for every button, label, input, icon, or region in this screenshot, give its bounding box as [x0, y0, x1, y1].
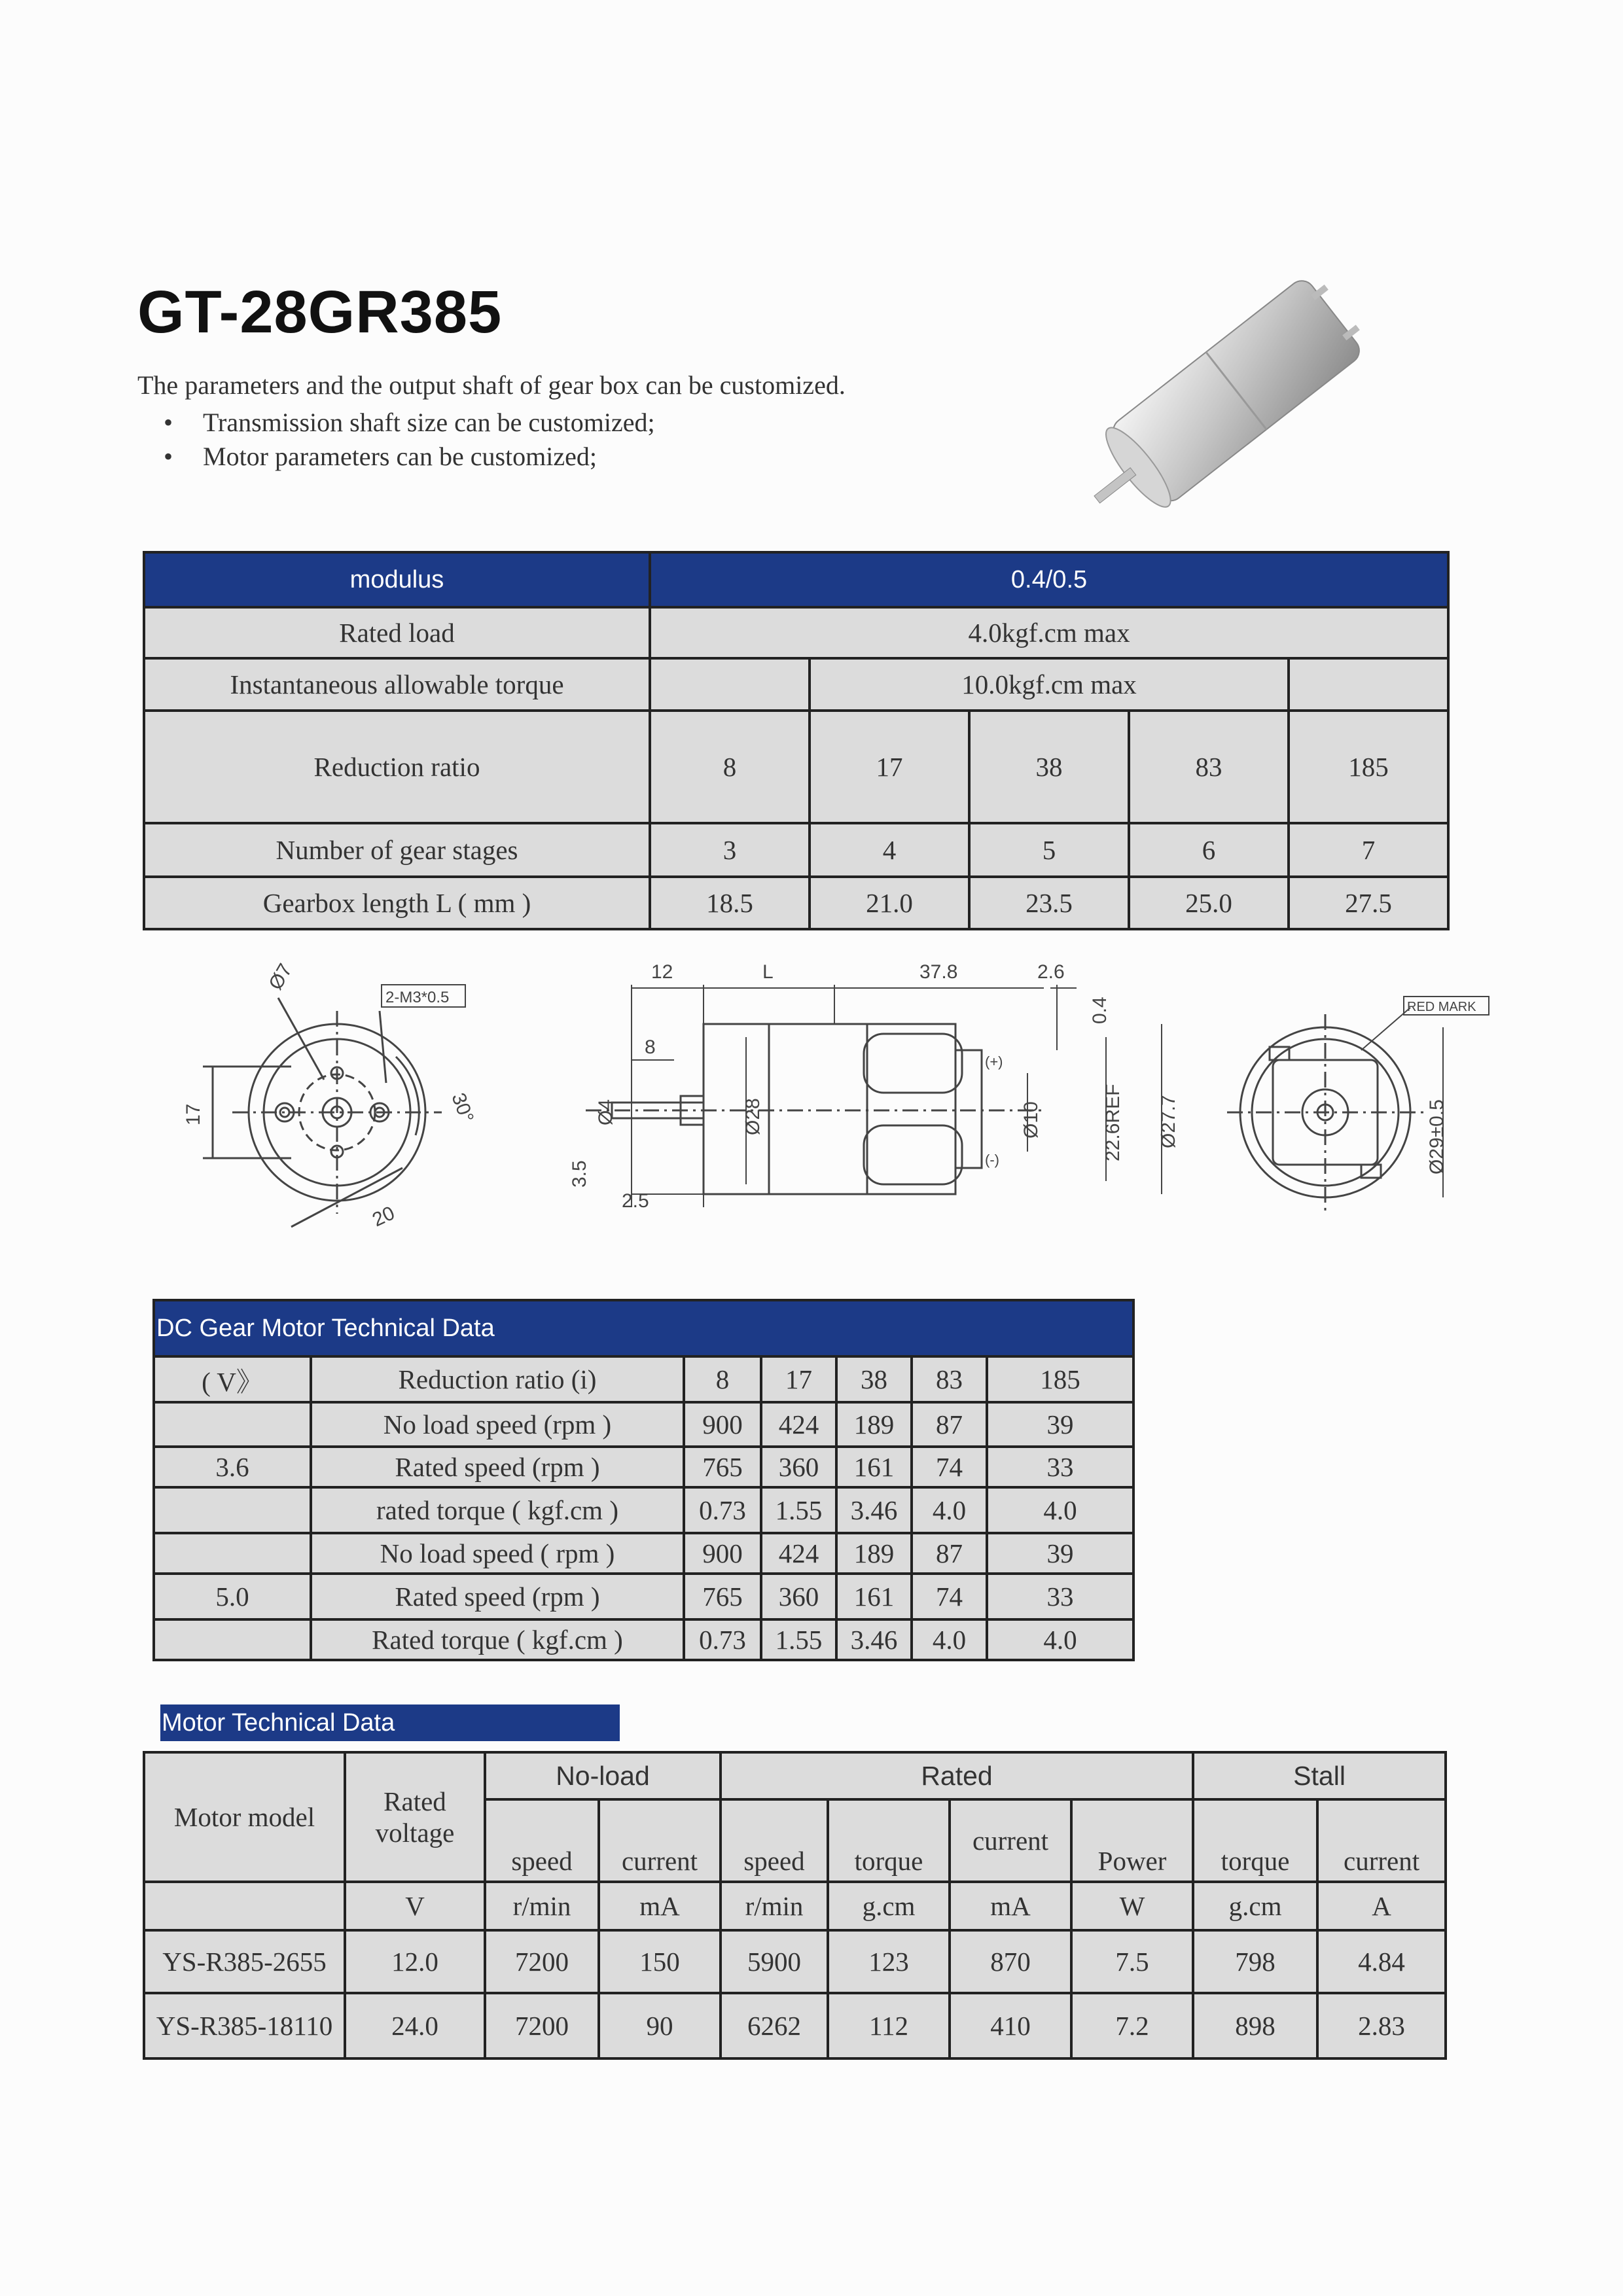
table-cell: 74	[912, 1574, 987, 1619]
svg-text:Ø10: Ø10	[1020, 1101, 1042, 1139]
feature-list	[164, 406, 655, 474]
table-header-cell: torque	[828, 1799, 950, 1882]
table-cell: 12.0	[345, 1930, 485, 1993]
table-header-cell: ( V》	[154, 1356, 311, 1402]
motor-model-cell: YS-R385-18110	[144, 1993, 345, 2058]
table-cell: 123	[828, 1930, 950, 1993]
table-cell: 7200	[485, 1930, 599, 1993]
table-cell: 7200	[485, 1993, 599, 2058]
table-cell: 10.0kgf.cm max	[810, 658, 1289, 711]
table-cell: 74	[912, 1447, 987, 1487]
motor-table-title: Motor Technical Data	[160, 1704, 620, 1741]
svg-text:37.8: 37.8	[919, 961, 958, 983]
table-row	[144, 1930, 1446, 1993]
table-header-cell: 8	[684, 1356, 761, 1402]
table-cell: 83	[1129, 711, 1289, 823]
svg-text:17: 17	[183, 1103, 204, 1125]
svg-text:2-M3*0.5: 2-M3*0.5	[385, 989, 450, 1006]
motor-technical-table	[143, 1751, 1447, 2060]
svg-text:3.5: 3.5	[569, 1160, 590, 1188]
table-cell: 38	[969, 711, 1129, 823]
unit-cell: r/min	[485, 1882, 599, 1930]
table-cell	[650, 658, 810, 711]
unit-cell: A	[1317, 1882, 1446, 1930]
row-label: Instantaneous allowable torque	[144, 658, 650, 711]
voltage-cell: 5.0	[154, 1574, 311, 1619]
table-cell: 7.5	[1071, 1930, 1193, 1993]
table-cell: 3.46	[836, 1487, 912, 1533]
table-cell: 8	[650, 711, 810, 823]
svg-text:30°: 30°	[447, 1090, 478, 1126]
unit-cell: g.cm	[1193, 1882, 1317, 1930]
side-view	[586, 985, 1162, 1207]
table-cell: 150	[599, 1930, 721, 1993]
voltage-cell: 3.6	[154, 1447, 311, 1487]
svg-text:L: L	[762, 961, 774, 983]
table-row	[144, 877, 1448, 929]
table-cell: 6	[1129, 823, 1289, 877]
list-item: • Transmission shaft size can be customized;	[164, 408, 655, 437]
list-item: • Motor parameters can be customized;	[164, 442, 597, 471]
unit-cell: V	[345, 1882, 485, 1930]
no-load-header: No-load	[485, 1752, 721, 1799]
table-cell: 4.84	[1317, 1930, 1446, 1993]
table-header-cell: 185	[987, 1356, 1133, 1402]
table-header-cell: Reduction ratio (i)	[311, 1356, 684, 1402]
table-row	[144, 1993, 1446, 2058]
table-cell: 1.55	[761, 1619, 836, 1660]
table-header-cell: Power	[1071, 1799, 1193, 1882]
svg-text:Ø27.7: Ø27.7	[1158, 1095, 1179, 1148]
table-cell: 4.0	[912, 1487, 987, 1533]
table-row	[154, 1574, 1133, 1619]
table-row	[154, 1619, 1133, 1660]
stall-header: Stall	[1193, 1752, 1446, 1799]
table-title: DC Gear Motor Technical Data	[154, 1300, 1133, 1356]
table-cell: 87	[912, 1533, 987, 1574]
table-row	[144, 711, 1448, 823]
svg-text:Ø29±0.5: Ø29±0.5	[1426, 1099, 1448, 1174]
svg-text:Ø7: Ø7	[264, 960, 297, 994]
table-cell: 161	[836, 1447, 912, 1487]
table-cell: 4.0kgf.cm max	[650, 607, 1448, 658]
row-label: Gearbox length L ( mm )	[144, 877, 650, 929]
table-cell: 4	[810, 823, 969, 877]
voltage-cell	[154, 1487, 311, 1533]
svg-text:Ø28: Ø28	[742, 1098, 764, 1135]
side-view-labels	[569, 961, 1179, 1212]
table-cell: 1.55	[761, 1487, 836, 1533]
rear-view-labels	[1407, 1000, 1476, 1174]
table-cell: 87	[912, 1402, 987, 1447]
voltage-cell	[154, 1533, 311, 1574]
table-cell: 765	[684, 1447, 761, 1487]
table-cell: 870	[950, 1930, 1071, 1993]
unit-cell: W	[1071, 1882, 1193, 1930]
table-header-modulus: modulus	[144, 552, 650, 607]
row-label: rated torque ( kgf.cm )	[311, 1487, 684, 1533]
row-label: Number of gear stages	[144, 823, 650, 877]
table-cell: 21.0	[810, 877, 969, 929]
table-cell: 0.73	[684, 1619, 761, 1660]
table-cell: 27.5	[1289, 877, 1448, 929]
table-cell: 3.46	[836, 1619, 912, 1660]
table-header-cell: current	[1317, 1799, 1446, 1882]
unit-cell: r/min	[721, 1882, 828, 1930]
table-cell: 798	[1193, 1930, 1317, 1993]
voltage-cell	[154, 1402, 311, 1447]
table-cell: 4.0	[987, 1487, 1133, 1533]
row-label: Rated speed (rpm )	[311, 1447, 684, 1487]
svg-text:8: 8	[645, 1036, 656, 1058]
table-header-cell: speed	[485, 1799, 599, 1882]
table-cell: 33	[987, 1447, 1133, 1487]
svg-text:12: 12	[651, 961, 673, 983]
table-cell: 17	[810, 711, 969, 823]
table-header-cell: 17	[761, 1356, 836, 1402]
intro-text: The parameters and the output shaft of gear box can be customized.	[137, 370, 846, 400]
table-cell: 4.0	[987, 1619, 1133, 1660]
page-title: GT-28GR385	[137, 279, 503, 345]
row-label: Reduction ratio	[144, 711, 650, 823]
table-cell	[1289, 658, 1448, 711]
table-cell: 360	[761, 1447, 836, 1487]
gearbox-spec-table	[143, 551, 1450, 930]
svg-text:22.6REF: 22.6REF	[1102, 1084, 1124, 1161]
table-row	[154, 1447, 1133, 1487]
table-row	[154, 1402, 1133, 1447]
row-label: Rated speed (rpm )	[311, 1574, 684, 1619]
table-cell: 3	[650, 823, 810, 877]
row-label: Rated load	[144, 607, 650, 658]
row-label: No load speed ( rpm )	[311, 1533, 684, 1574]
table-header-cell: 83	[912, 1356, 987, 1402]
table-cell: 5900	[721, 1930, 828, 1993]
front-view-labels	[183, 960, 478, 1231]
unit-cell: g.cm	[828, 1882, 950, 1930]
unit-cell: mA	[599, 1882, 721, 1930]
rated-header: Rated	[721, 1752, 1193, 1799]
table-cell: 185	[1289, 711, 1448, 823]
table-cell: 18.5	[650, 877, 810, 929]
motor-model-cell: YS-R385-2655	[144, 1930, 345, 1993]
table-header-cell: speed	[721, 1799, 828, 1882]
table-cell: 161	[836, 1574, 912, 1619]
table-cell: 39	[987, 1533, 1133, 1574]
table-cell: 0.73	[684, 1487, 761, 1533]
table-cell: 90	[599, 1993, 721, 2058]
table-cell: 2.83	[1317, 1993, 1446, 2058]
table-cell: 360	[761, 1574, 836, 1619]
svg-text:RED MARK: RED MARK	[1407, 1000, 1476, 1014]
svg-text:2.5: 2.5	[622, 1190, 649, 1212]
table-cell: 112	[828, 1993, 950, 2058]
front-view	[203, 985, 465, 1227]
table-row	[154, 1533, 1133, 1574]
dimension-drawing	[128, 939, 1515, 1266]
svg-text:2.6: 2.6	[1037, 961, 1065, 983]
row-label: Rated torque ( kgf.cm )	[311, 1619, 684, 1660]
svg-text:20: 20	[369, 1202, 399, 1231]
table-header-cell: current	[950, 1799, 1071, 1882]
table-cell: 7.2	[1071, 1993, 1193, 2058]
table-cell: 25.0	[1129, 877, 1289, 929]
table-header-cell: torque	[1193, 1799, 1317, 1882]
table-cell: 189	[836, 1402, 912, 1447]
dc-gear-motor-table	[152, 1299, 1135, 1661]
svg-text:Ø4: Ø4	[595, 1099, 616, 1125]
unit-cell: mA	[950, 1882, 1071, 1930]
table-cell: 39	[987, 1402, 1133, 1447]
table-header-cell: 38	[836, 1356, 912, 1402]
svg-text:0.4: 0.4	[1089, 997, 1111, 1024]
motor-model-header: Motor model	[144, 1752, 345, 1882]
table-cell: 7	[1289, 823, 1448, 877]
table-cell: 900	[684, 1402, 761, 1447]
table-cell: 33	[987, 1574, 1133, 1619]
table-header-value: 0.4/0.5	[650, 552, 1448, 607]
table-cell: 23.5	[969, 877, 1129, 929]
table-cell: 424	[761, 1402, 836, 1447]
table-cell: 410	[950, 1993, 1071, 2058]
table-cell: 24.0	[345, 1993, 485, 2058]
row-label: No load speed (rpm )	[311, 1402, 684, 1447]
table-cell: 6262	[721, 1993, 828, 2058]
table-cell: 189	[836, 1533, 912, 1574]
svg-text:(+): (+)	[985, 1053, 1003, 1070]
motor-photo	[1086, 258, 1400, 520]
table-row	[144, 823, 1448, 877]
table-cell: 765	[684, 1574, 761, 1619]
table-cell: 4.0	[912, 1619, 987, 1660]
rated-voltage-header: Rated voltage	[345, 1752, 485, 1882]
voltage-cell	[154, 1619, 311, 1660]
table-cell: 898	[1193, 1993, 1317, 2058]
table-cell: 5	[969, 823, 1129, 877]
rear-view	[1227, 997, 1489, 1210]
table-row	[154, 1487, 1133, 1533]
table-cell: 900	[684, 1533, 761, 1574]
table-cell	[144, 1882, 345, 1930]
table-cell: 424	[761, 1533, 836, 1574]
table-header-cell: current	[599, 1799, 721, 1882]
svg-text:(-): (-)	[985, 1152, 999, 1168]
